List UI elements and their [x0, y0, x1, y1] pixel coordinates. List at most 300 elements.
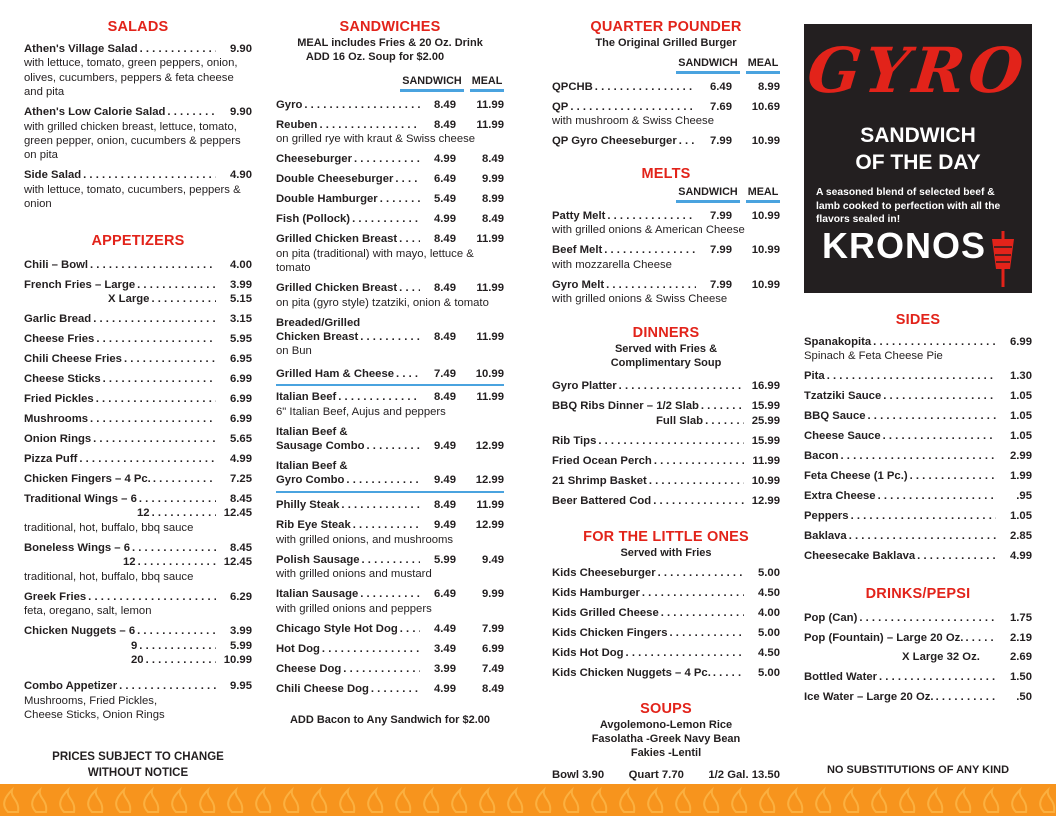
price-notice-line: WITHOUT NOTICE — [87, 766, 189, 779]
item-name: X Large — [108, 293, 150, 306]
item-desc: with grilled onions, and mushrooms — [276, 533, 454, 546]
flame-icon — [816, 790, 830, 812]
item-row — [552, 414, 780, 428]
item-price: 4.99 — [434, 213, 456, 226]
promo-line: SANDWICH — [860, 124, 976, 147]
gyro-promo-panel — [804, 24, 1032, 293]
item-row — [276, 316, 504, 330]
item-price: 25.99 — [751, 414, 780, 427]
item-price: 9.90 — [230, 43, 252, 55]
flame-icon — [676, 790, 690, 812]
item-desc: with lettuce, tomato, green peppers, onion, olives, cucumbers, peppers & feta cheese and pita — [24, 57, 238, 99]
item-price: 5.49 — [434, 193, 456, 206]
item-name: Bacon — [804, 450, 839, 462]
menu-item — [804, 489, 1032, 503]
flame-icon — [704, 790, 718, 812]
dot-leader — [570, 100, 696, 114]
item-row — [276, 367, 504, 381]
quarter-column-headers — [552, 56, 780, 74]
menu-item — [804, 611, 1032, 625]
item-price: 2.99 — [1010, 450, 1032, 462]
item-price: 8.49 — [434, 233, 456, 246]
soup-name: Avgolemono-Lemon Rice — [599, 719, 733, 732]
item-name: Rib Eye Steak — [276, 519, 351, 532]
item-price: 15.99 — [751, 434, 780, 447]
flame-icon — [508, 790, 522, 812]
item-price: 8.45 — [230, 493, 252, 506]
dot-leader — [859, 611, 996, 625]
menu-item — [276, 367, 504, 386]
item-name: Kids Chicken Fingers — [552, 626, 668, 639]
dot-leader — [399, 232, 420, 246]
kronos-logo: KRONOS — [822, 224, 987, 266]
dot-leader — [380, 192, 420, 206]
item-price: 8.49 — [434, 282, 456, 295]
flame-icon — [172, 790, 186, 812]
item-row — [24, 541, 252, 555]
dot-leader — [917, 549, 996, 563]
item-row — [24, 372, 252, 386]
item-meal-price: 7.49 — [482, 662, 504, 675]
item-row — [24, 452, 252, 466]
menu-item — [552, 454, 780, 468]
menu-item — [276, 192, 504, 206]
item-row — [24, 472, 252, 486]
bacon-note: ADD Bacon to Any Sandwich for $2.00 — [289, 714, 491, 727]
item-meal-price: 10.99 — [475, 367, 504, 380]
item-price: 2.85 — [1010, 530, 1032, 542]
side-items-list — [804, 369, 1032, 563]
promo-line: OF THE DAY — [855, 151, 981, 174]
item-price: 11.99 — [752, 454, 780, 467]
flame-icon — [452, 790, 466, 812]
item-row — [276, 330, 504, 344]
sandwich-of-the-day — [804, 122, 1032, 176]
kids-items-list — [552, 566, 780, 680]
item-row — [804, 611, 1032, 625]
dot-leader — [883, 429, 996, 443]
item-desc: on Bun — [276, 345, 312, 358]
item-name: Rib Tips — [552, 434, 597, 447]
item-name: Athen's Low Calorie Salad — [24, 106, 166, 119]
item-name: Chili Cheese Fries — [24, 353, 122, 366]
dot-leader — [151, 292, 216, 306]
flame-icon — [1012, 790, 1026, 812]
item-name: Bottled Water — [804, 670, 878, 683]
item-name: Cheese Sauce — [804, 430, 881, 442]
item-row — [276, 439, 504, 453]
dot-leader — [93, 312, 216, 326]
item-desc: Mushrooms, Fried Pickles, Cheese Sticks, Onion Rings — [24, 694, 165, 722]
item-name: Chicken Fingers – 4 Pc. — [24, 473, 151, 486]
item-row — [276, 212, 504, 226]
menu-item — [804, 449, 1032, 463]
item-price: 1.05 — [1010, 510, 1032, 522]
menu-item — [804, 429, 1032, 443]
soup-name: Fakies -Lentil — [630, 747, 702, 760]
item-desc: traditional, hot, buffalo, bbq sauce — [24, 521, 194, 534]
item-name: Athen's Village Salad — [24, 43, 138, 55]
flame-icon — [760, 790, 774, 812]
item-meal-price: 11.99 — [476, 391, 504, 404]
item-row — [276, 662, 504, 676]
item-meal-price: 8.49 — [482, 682, 504, 695]
item-name: Garlic Bread — [24, 313, 92, 326]
item-name: Side Salad — [24, 169, 82, 182]
item-row — [552, 399, 780, 413]
item-name: Grilled Chicken Breast — [276, 233, 398, 246]
menu-item — [24, 332, 252, 346]
menu-item — [24, 168, 252, 211]
dot-leader — [139, 492, 216, 506]
item-price: 2.69 — [1010, 650, 1032, 663]
appetizers-heading: APPETIZERS — [91, 232, 185, 249]
item-price: 7.99 — [710, 278, 732, 291]
item-name: Boneless Wings – 6 — [24, 541, 130, 554]
column-sandwiches — [276, 18, 504, 728]
item-row — [24, 292, 252, 306]
item-row — [804, 631, 1032, 645]
menu-item — [24, 312, 252, 326]
flame-icon — [340, 790, 354, 812]
item-price: 4.99 — [434, 682, 456, 695]
item-price: 6.95 — [230, 353, 252, 366]
item-meal-price: 10.99 — [751, 244, 780, 257]
item-price: 4.00 — [230, 258, 252, 271]
item-desc: with grilled onions & Swiss Cheese — [552, 293, 728, 306]
item-price: 8.49 — [434, 391, 456, 404]
menu-item — [552, 209, 780, 238]
item-price: 1.50 — [1010, 670, 1032, 683]
dot-leader — [362, 553, 420, 567]
item-meal-price: 8.49 — [482, 153, 504, 166]
soup-bowl-price: Bowl 3.90 — [552, 769, 605, 782]
item-name: Chicken Nuggets – 6 — [24, 625, 136, 638]
item-row — [24, 679, 252, 693]
soups-heading: SOUPS — [640, 701, 692, 718]
item-price: 6.49 — [434, 173, 456, 186]
item-price: 7.69 — [710, 101, 732, 113]
item-price: 12.99 — [751, 494, 780, 507]
item-name: Double Cheeseburger — [276, 173, 394, 186]
item-row — [552, 100, 780, 114]
sandwiches-heading: SANDWICHES — [339, 19, 441, 35]
item-price: 9.49 — [434, 440, 456, 453]
item-price: 3.15 — [230, 313, 252, 326]
menu-item — [552, 80, 780, 94]
item-price: 5.00 — [758, 566, 780, 579]
menu-item — [276, 172, 504, 186]
item-name: Chicken Breast — [276, 331, 359, 344]
menu-item — [552, 494, 780, 508]
item-row — [804, 549, 1032, 563]
flame-icon — [256, 790, 270, 812]
dot-leader — [649, 474, 744, 488]
item-name: Patty Melt — [552, 209, 606, 222]
item-row — [276, 98, 504, 112]
item-price: 5.99 — [434, 553, 456, 566]
item-name: Full Slab — [656, 414, 704, 427]
item-name: Combo Appetizer — [24, 680, 118, 693]
item-row — [276, 152, 504, 166]
dot-leader — [873, 335, 996, 349]
item-row — [24, 590, 252, 604]
item-price: 12.45 — [223, 507, 252, 520]
item-row — [552, 379, 780, 393]
dot-leader — [371, 682, 420, 696]
flame-icon — [284, 790, 298, 812]
item-name: Fried Ocean Perch — [552, 454, 652, 467]
item-name: Pop (Can) — [804, 612, 858, 625]
menu-item — [552, 399, 780, 428]
menu-item — [24, 392, 252, 406]
menu-item — [552, 474, 780, 488]
dot-leader — [670, 626, 744, 640]
menu-item — [552, 606, 780, 620]
item-name: Fried Pickles — [24, 393, 94, 406]
item-price: 3.99 — [230, 278, 252, 291]
flame-icon — [536, 790, 550, 812]
item-price: 5.15 — [230, 293, 252, 306]
gyro-logo-text: GYRO — [804, 34, 1031, 107]
item-name: Kids Cheeseburger — [552, 566, 656, 579]
item-price: 5.99 — [230, 639, 252, 652]
dot-leader — [868, 409, 996, 423]
item-price: 7.99 — [710, 244, 732, 257]
item-name: Mushrooms — [24, 413, 89, 426]
item-price: 15.99 — [751, 400, 780, 413]
menu-item — [24, 258, 252, 272]
dot-leader — [346, 473, 420, 487]
sandwich-col-header: SANDWICH — [676, 56, 740, 74]
item-name: Sausage Combo — [276, 440, 365, 453]
item-name: Double Hamburger — [276, 193, 378, 206]
item-row — [276, 459, 504, 473]
item-row — [552, 474, 780, 488]
item-name: Chili – Bowl — [24, 258, 89, 271]
dot-leader — [90, 412, 216, 426]
drinks-heading: DRINKS/PEPSI — [865, 586, 971, 603]
dot-leader — [153, 472, 216, 486]
dot-leader — [119, 679, 216, 693]
item-price: 6.49 — [710, 81, 732, 93]
item-desc: on grilled rye with kraut & Swiss cheese — [276, 133, 476, 146]
menu-item — [24, 492, 252, 535]
flame-icon — [1040, 790, 1054, 812]
menu-item — [24, 432, 252, 446]
dot-leader — [341, 498, 420, 512]
item-name: Kids Hamburger — [552, 586, 640, 599]
melts-heading: MELTS — [641, 165, 691, 182]
melts-column-headers — [552, 185, 780, 203]
dot-leader — [96, 332, 216, 346]
meal-col-header: MEAL — [746, 185, 780, 203]
item-price: 9.49 — [434, 474, 456, 487]
item-row — [276, 682, 504, 696]
item-meal-price: 8.99 — [758, 81, 780, 93]
item-desc: with grilled chicken breast, lettuce, tomato, green pepper, onion, cucumbers & peppers on pita — [24, 120, 241, 162]
item-row — [24, 312, 252, 326]
quarter-pounder-heading: QUARTER POUNDER — [590, 19, 742, 35]
dot-leader — [936, 690, 996, 704]
menu-item — [552, 666, 780, 680]
item-price: 1.05 — [1010, 430, 1032, 442]
item-name: Greek Fries — [24, 590, 87, 603]
menu-item — [276, 553, 504, 582]
item-name: Ice Water – Large 20 Oz. — [804, 690, 934, 703]
menu-item — [24, 472, 252, 486]
item-price: 10.99 — [751, 474, 780, 487]
item-price: 3.99 — [230, 625, 252, 638]
meal-col-header: MEAL — [470, 74, 504, 92]
item-meal-price: 9.99 — [482, 588, 504, 601]
item-name: Kids Hot Dog — [552, 646, 624, 659]
soup-name: Fasolatha -Greek Navy Bean — [591, 733, 741, 746]
dot-leader — [395, 172, 420, 186]
item-price: 3.99 — [434, 662, 456, 675]
flame-icon — [788, 790, 802, 812]
item-desc: on pita (traditional) with mayo, lettuce & tomato — [276, 247, 474, 275]
item-name: Gyro Combo — [276, 474, 345, 487]
flame-icon — [200, 790, 214, 812]
menu-item — [552, 278, 780, 307]
item-name: Gyro Platter — [552, 380, 617, 393]
item-meal-price: 11.99 — [476, 119, 504, 131]
item-name: Cheesecake Baklava — [804, 550, 916, 562]
menu-item — [276, 642, 504, 656]
flame-icon — [620, 790, 634, 812]
dot-leader — [827, 369, 996, 383]
item-price: 4.49 — [434, 622, 456, 635]
item-name: QP — [552, 101, 569, 113]
dot-leader — [626, 646, 744, 660]
flame-icon — [648, 790, 662, 812]
item-meal-price: 11.99 — [476, 99, 504, 111]
item-price: 3.49 — [434, 642, 456, 655]
item-row — [552, 243, 780, 257]
item-desc: feta, oregano, salt, lemon — [24, 605, 152, 618]
item-price: 7.99 — [710, 135, 732, 148]
item-name: Italian Beef — [276, 391, 337, 404]
sandwich-col-header: SANDWICH — [400, 74, 464, 92]
item-price: 6.99 — [1010, 335, 1032, 348]
flame-icon — [732, 790, 746, 812]
dot-leader — [598, 434, 744, 448]
item-name: Beef Melt — [552, 244, 603, 257]
menu-item — [24, 624, 252, 667]
flame-icon — [312, 790, 326, 812]
item-row — [804, 650, 1032, 664]
item-desc: on pita (gyro style) tzatziki, onion & tomato — [276, 296, 489, 309]
soup-half-gallon-price: 1/2 Gal. 13.50 — [708, 769, 780, 782]
item-row — [24, 624, 252, 638]
item-price: 4.50 — [758, 646, 780, 659]
flame-icon — [984, 790, 998, 812]
item-row — [24, 555, 252, 569]
flame-icon — [32, 790, 46, 812]
menu-item — [276, 518, 504, 547]
dot-leader — [396, 367, 420, 381]
item-name: Pita — [804, 370, 825, 382]
item-price: 12.45 — [223, 556, 252, 569]
soup-quart-price: Quart 7.70 — [628, 769, 684, 782]
flame-pattern-icon — [0, 784, 1056, 816]
menu-item — [276, 232, 504, 275]
item-row — [276, 642, 504, 656]
menu-item — [276, 118, 504, 147]
item-desc: with grilled onions & American Cheese — [552, 224, 745, 237]
item-row — [552, 626, 780, 640]
item-price: 9.90 — [230, 106, 252, 119]
flame-icon — [592, 790, 606, 812]
item-name: French Fries – Large — [24, 278, 136, 291]
item-name: Onion Rings — [24, 433, 92, 446]
item-price: 4.99 — [230, 453, 252, 466]
item-row — [804, 690, 1032, 704]
item-name: Reuben — [276, 119, 318, 131]
dot-leader — [910, 469, 996, 483]
item-desc: traditional, hot, buffalo, bbq sauce — [24, 570, 194, 583]
item-name: Extra Cheese — [804, 490, 876, 502]
promo-description: A seasoned blend of selected beef & lamb cooked to perfection with all the flavors sealed in! — [816, 187, 1001, 225]
item-price: 1.05 — [1010, 390, 1032, 402]
item-row — [804, 409, 1032, 423]
dot-leader — [595, 80, 696, 94]
item-meal-price: 11.99 — [476, 233, 504, 246]
menu-item — [804, 670, 1032, 684]
item-name: Kids Grilled Cheese — [552, 606, 659, 619]
menu-item — [276, 425, 504, 454]
item-row — [276, 425, 504, 439]
item-row — [24, 278, 252, 292]
item-name: X Large 32 Oz. — [902, 650, 980, 663]
menu-item — [804, 369, 1032, 383]
menu-item — [24, 352, 252, 366]
item-meal-price: 9.99 — [482, 173, 504, 186]
item-row — [276, 518, 504, 532]
item-row — [24, 492, 252, 506]
item-row — [804, 469, 1032, 483]
item-row — [24, 168, 252, 182]
no-substitutions-note: NO SUBSTITUTIONS OF ANY KIND — [826, 764, 1010, 777]
item-row — [552, 80, 780, 94]
item-row — [804, 429, 1032, 443]
dot-leader — [88, 590, 216, 604]
item-price: 5.65 — [230, 433, 252, 446]
menu-item — [24, 278, 252, 307]
menu-item — [552, 134, 780, 148]
item-name: Cheeseburger — [276, 153, 352, 166]
flame-icon — [844, 790, 858, 812]
item-row — [276, 473, 504, 487]
item-name: Gyro Melt — [552, 278, 605, 291]
item-price: 10.99 — [223, 653, 252, 666]
dot-leader — [879, 670, 996, 684]
dot-leader — [138, 555, 216, 569]
menu-item — [552, 100, 780, 129]
flame-icon — [396, 790, 410, 812]
item-row — [804, 369, 1032, 383]
item-row — [552, 586, 780, 600]
item-meal-price: 10.99 — [751, 278, 780, 291]
item-meal-price: 7.99 — [482, 622, 504, 635]
dot-leader — [883, 389, 996, 403]
dinner-items-list — [552, 434, 780, 508]
item-row — [276, 553, 504, 567]
sandwich-col-header: SANDWICH — [676, 185, 740, 203]
column-burgers-dinners — [552, 18, 780, 783]
dot-leader — [343, 662, 420, 676]
